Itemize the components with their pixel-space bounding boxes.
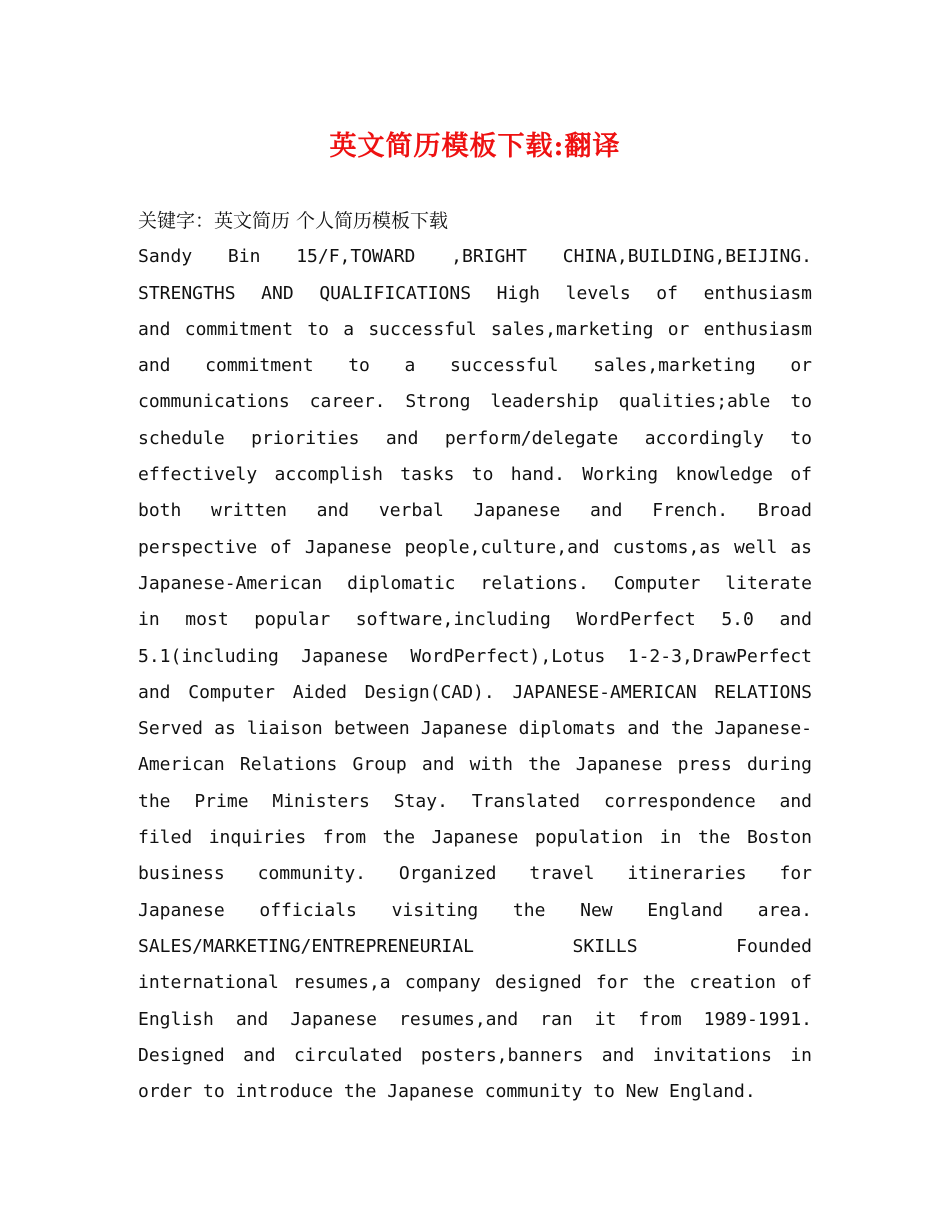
body-line: and commitment to a successful sales,marketing or bbox=[138, 355, 812, 377]
body-line: and Computer Aided Design(CAD). JAPANESE-AMERICAN RELATIONS bbox=[138, 681, 812, 703]
body-line: Japanese-American diplomatic relations. Computer literate bbox=[138, 572, 812, 594]
body-line: perspective of Japanese people,culture,and customs,as well as bbox=[138, 536, 812, 558]
body-line: English and Japanese resumes,and ran it from 1989-1991. bbox=[138, 1008, 812, 1030]
body-line: communications career. Strong leadership qualities;able to bbox=[138, 391, 812, 413]
body-line: business community. Organized travel itineraries for bbox=[138, 863, 812, 885]
document-title: 英文简历模板下载:翻译 bbox=[329, 131, 621, 162]
body-line: Designed and circulated posters,banners and invitations in bbox=[138, 1044, 812, 1066]
body-line: 5.1(including Japanese WordPerfect),Lotus 1-2-3,DrawPerfect bbox=[138, 645, 812, 667]
document-body bbox=[138, 203, 812, 1110]
body-line: both written and verbal Japanese and French. Broad bbox=[138, 500, 812, 522]
body-line: the Prime Ministers Stay. Translated correspondence and bbox=[138, 790, 812, 812]
keywords-line: 关键字：英文简历 个人简历模板下载 bbox=[138, 210, 449, 232]
body-line: schedule priorities and perform/delegate accordingly to bbox=[138, 427, 812, 449]
body-line: Japanese officials visiting the New England area. bbox=[138, 899, 812, 921]
body-line: American Relations Group and with the Japanese press during bbox=[138, 754, 812, 776]
body-line: SALES/MARKETING/ENTREPRENEURIAL SKILLS Founded bbox=[138, 935, 812, 957]
body-line: international resumes,a company designed for the creation of bbox=[138, 972, 812, 994]
body-line: effectively accomplish tasks to hand. Working knowledge of bbox=[138, 464, 812, 486]
body-line: filed inquiries from the Japanese population in the Boston bbox=[138, 827, 812, 849]
body-line: order to introduce the Japanese community to New England. bbox=[138, 1081, 756, 1103]
body-line: Sandy Bin 15/F,TOWARD ,BRIGHT CHINA,BUILDING,BEIJING. bbox=[138, 246, 812, 268]
body-line: STRENGTHS AND QUALIFICATIONS High levels of enthusiasm bbox=[138, 282, 812, 304]
body-line: in most popular software,including WordPerfect 5.0 and bbox=[138, 609, 812, 631]
body-line: and commitment to a successful sales,marketing or enthusiasm bbox=[138, 318, 812, 340]
body-line: Served as liaison between Japanese diplomats and the Japanese- bbox=[138, 718, 812, 740]
